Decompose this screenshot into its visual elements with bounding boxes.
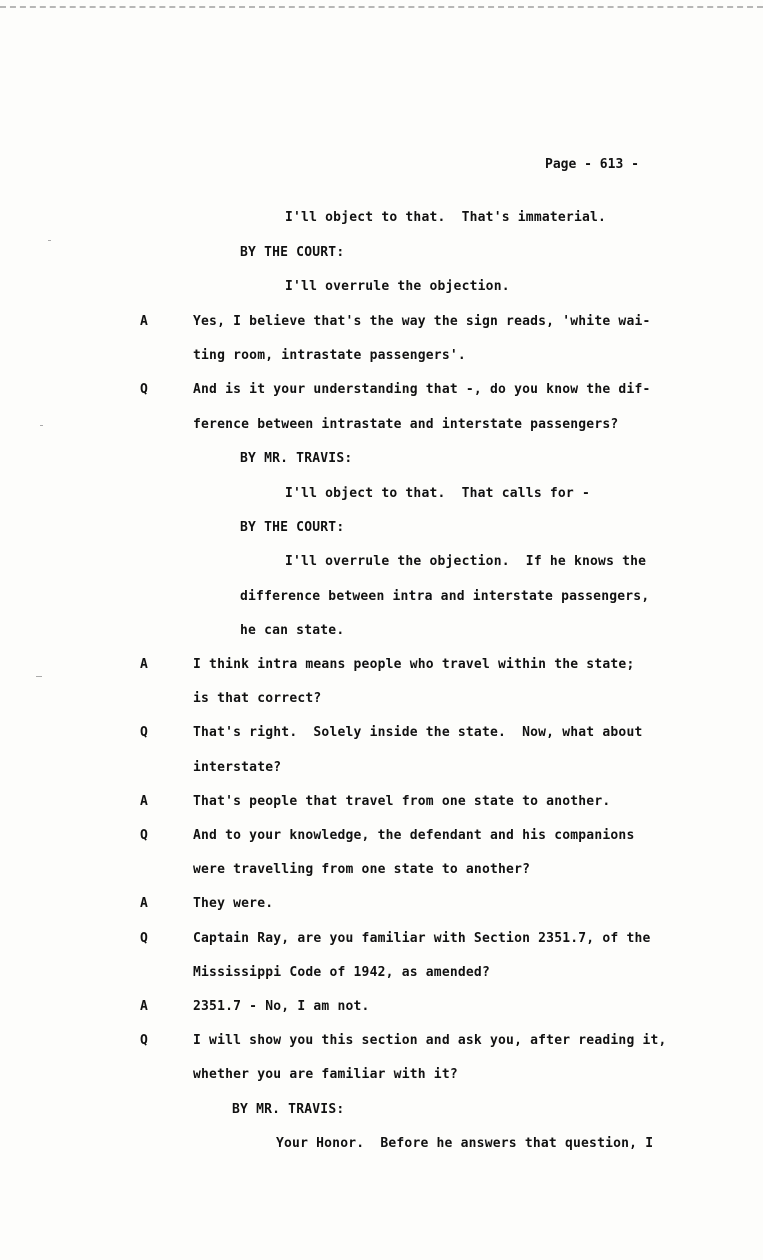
answer-marker: A [140, 896, 148, 911]
transcript-line: They were. [193, 896, 274, 911]
transcript-line: I'll object to that. That's immaterial. [285, 210, 607, 225]
transcript-line: I'll overrule the objection. [285, 279, 510, 294]
transcript-line: ference between intrastate and interstate passengers? [193, 417, 619, 432]
transcript-line: I'll object to that. That calls for - [285, 486, 591, 501]
answer-marker: A [140, 314, 148, 329]
question-marker: Q [140, 828, 148, 843]
transcript-line: whether you are familiar with it? [193, 1067, 458, 1082]
question-marker: Q [140, 382, 148, 397]
scan-speck [48, 240, 51, 241]
transcript-line: That's right. Solely inside the state. Now, what about [193, 725, 643, 740]
transcript-line: And is it your understanding that -, do you know the dif- [193, 382, 651, 397]
transcript-line: were travelling from one state to another? [193, 862, 531, 877]
transcript-line: interstate? [193, 760, 282, 775]
answer-marker: A [140, 657, 148, 672]
transcript-line: I will show you this section and ask you, after reading it, [193, 1033, 667, 1048]
scan-speck [40, 425, 43, 426]
question-marker: Q [140, 931, 148, 946]
transcript-line: BY MR. TRAVIS: [232, 1102, 345, 1117]
transcript-line: BY MR. TRAVIS: [240, 451, 353, 466]
question-marker: Q [140, 725, 148, 740]
transcript-line: I think intra means people who travel within the state; [193, 657, 635, 672]
transcript-line: And to your knowledge, the defendant and his companions [193, 828, 635, 843]
transcript-line: BY THE COURT: [240, 245, 345, 260]
transcript-line: I'll overrule the objection. If he knows the [285, 554, 647, 569]
transcript-line: is that correct? [193, 691, 322, 706]
transcript-line: Mississippi Code of 1942, as amended? [193, 965, 490, 980]
transcript-line: ting room, intrastate passengers'. [193, 348, 466, 363]
transcript-line: difference between intra and interstate passengers, [240, 589, 650, 604]
transcript-line: Yes, I believe that's the way the sign reads, 'white wai- [193, 314, 651, 329]
scan-top-edge [0, 0, 763, 8]
transcript-line: he can state. [240, 623, 345, 638]
transcript-line: Your Honor. Before he answers that question, I [276, 1136, 654, 1151]
transcript-line: Captain Ray, are you familiar with Section 2351.7, of the [193, 931, 651, 946]
answer-marker: A [140, 794, 148, 809]
transcript-line: That's people that travel from one state to another. [193, 794, 611, 809]
scan-speck [36, 676, 42, 677]
answer-marker: A [140, 999, 148, 1014]
page-number: Page - 613 - [545, 157, 639, 172]
transcript-line: BY THE COURT: [240, 520, 345, 535]
question-marker: Q [140, 1033, 148, 1048]
transcript-line: 2351.7 - No, I am not. [193, 999, 370, 1014]
